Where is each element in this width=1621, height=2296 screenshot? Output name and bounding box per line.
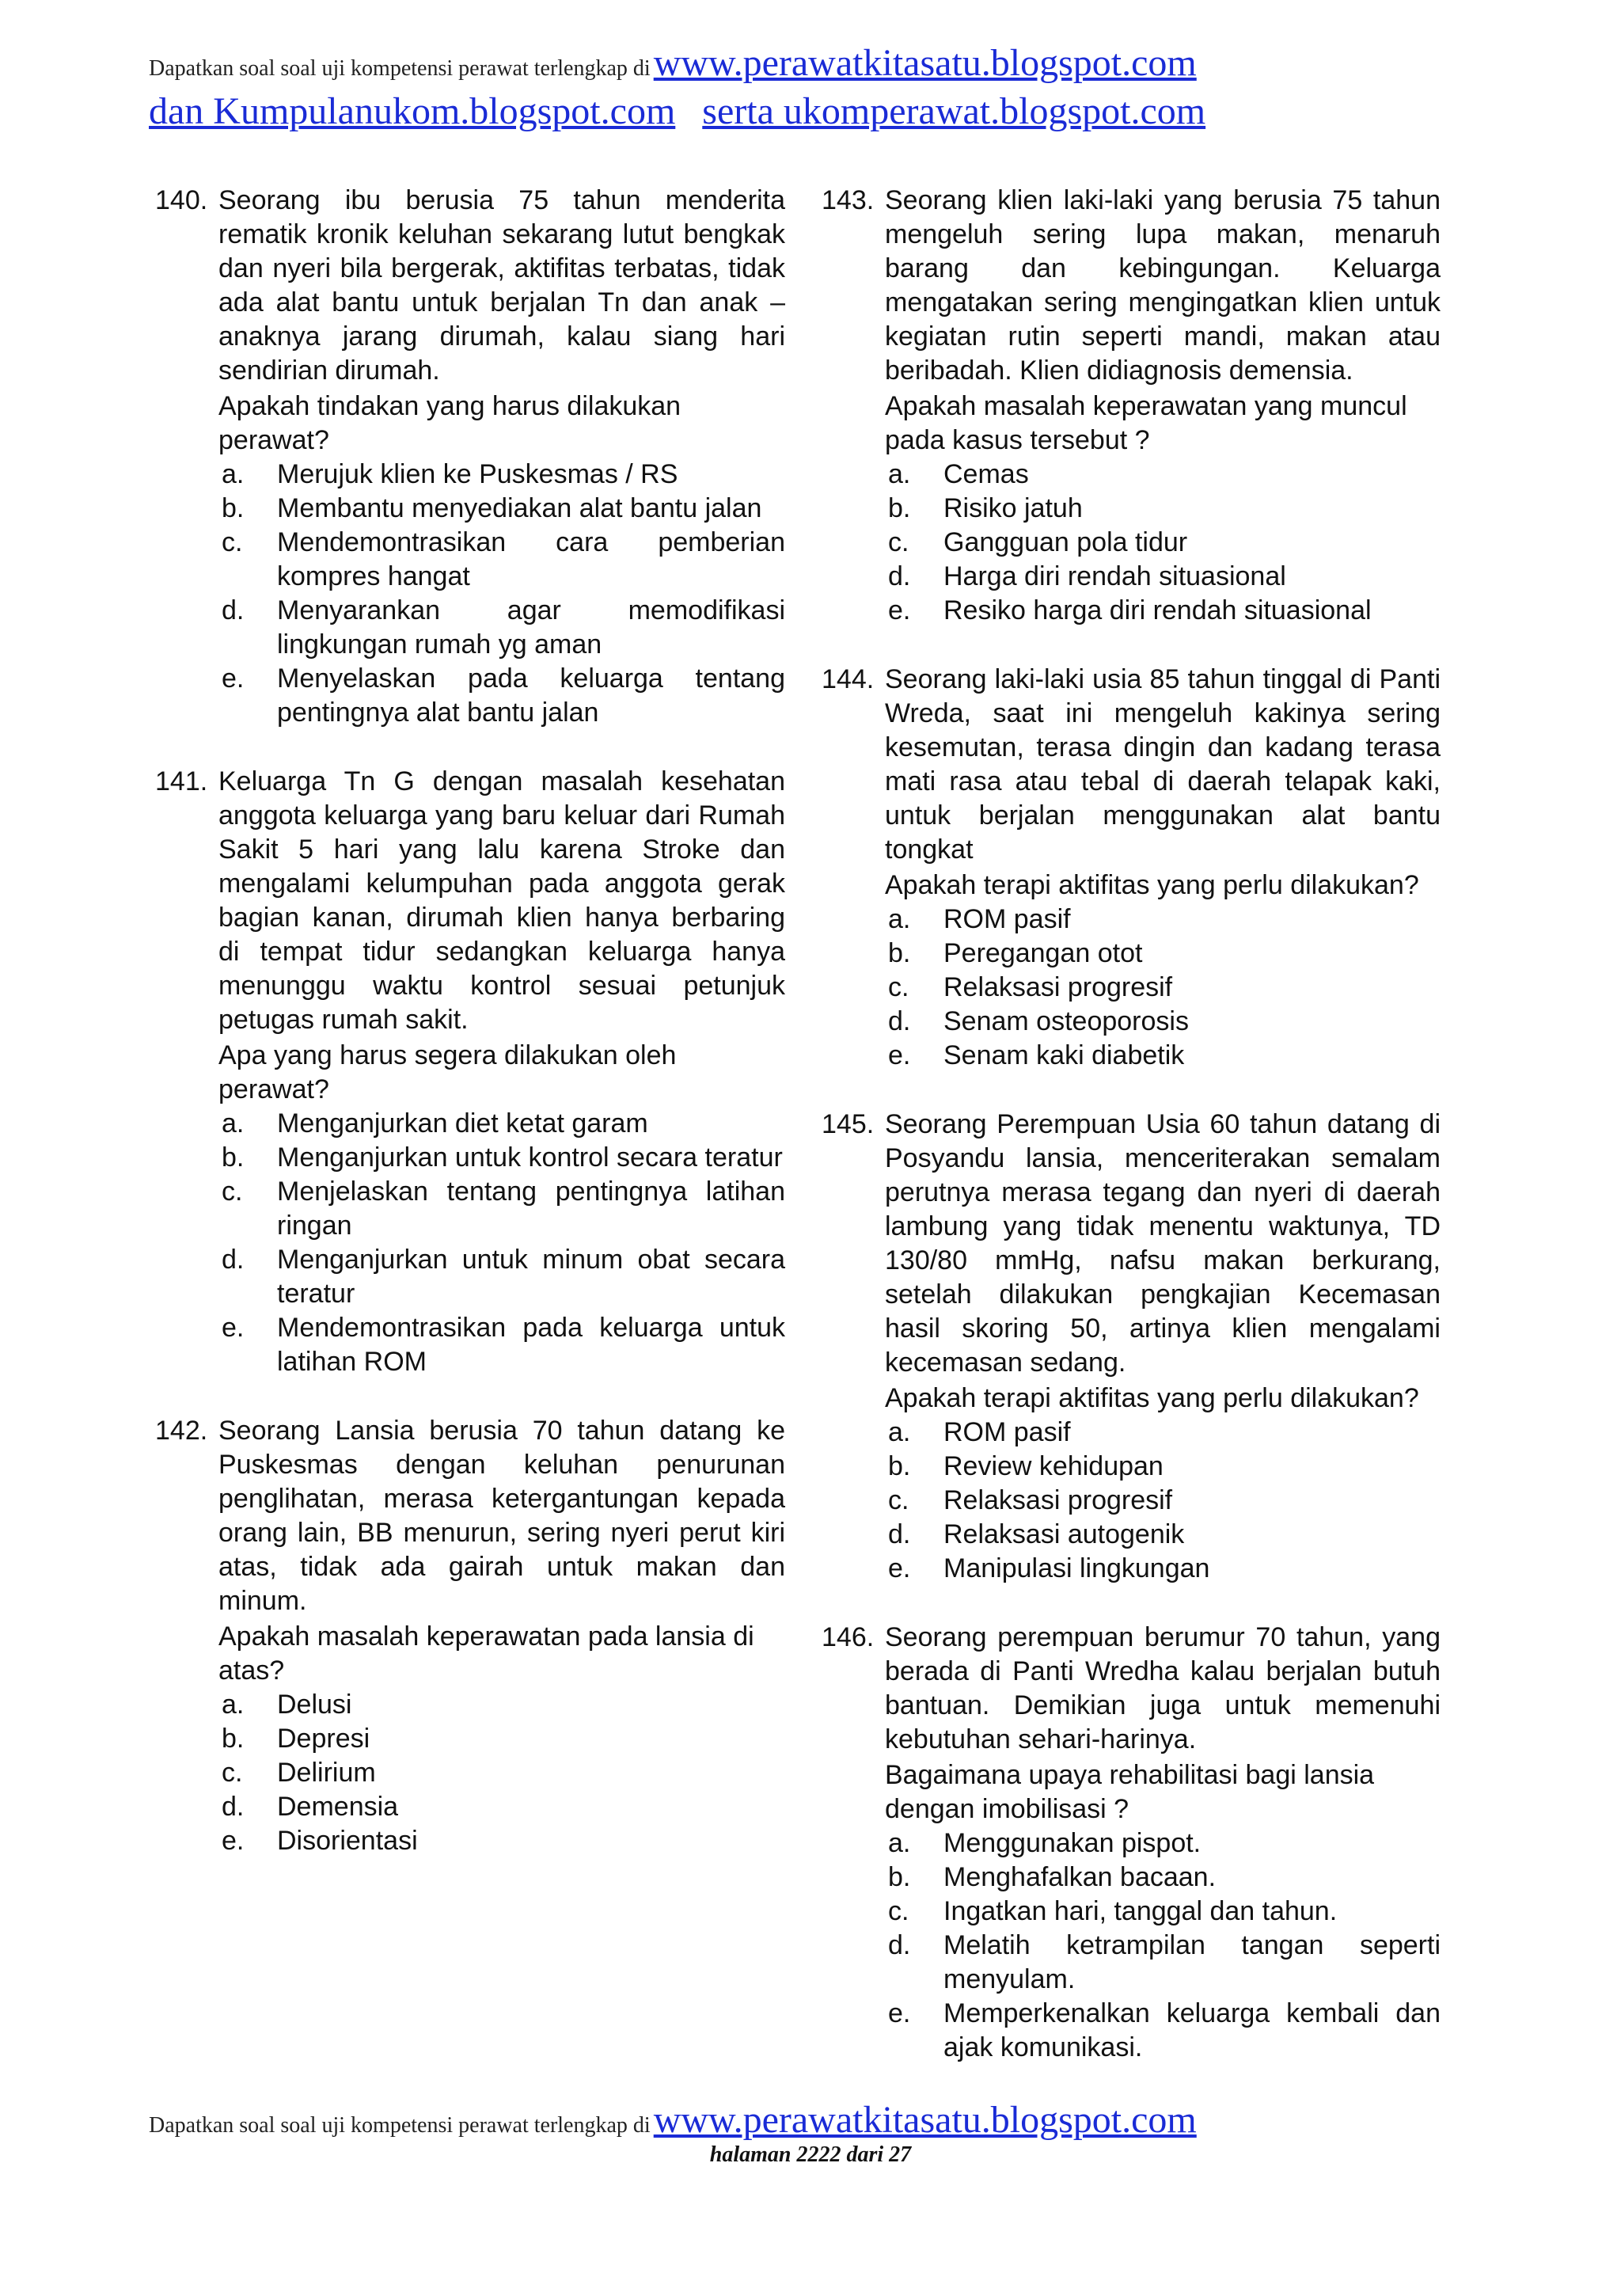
answer-option: [222, 458, 785, 492]
question-block: [822, 1621, 1441, 2065]
option-letter: a.: [222, 1108, 245, 1138]
option-text: Gangguan pola tidur: [943, 527, 1188, 557]
header-link-kumpulanukom[interactable]: dan Kumpulanukom.blogspot.com: [149, 90, 676, 132]
question-prompt: Apakah masalah keperawatan yang muncul pada kasus tersebut ?: [885, 391, 1407, 455]
question-header: [822, 1621, 1441, 1757]
question-number: 144.: [822, 664, 875, 694]
question-header: [155, 1414, 785, 1618]
option-letter: a.: [888, 1828, 911, 1858]
answer-option: [888, 1450, 1441, 1484]
option-letter: c.: [222, 1177, 243, 1207]
question-header: [822, 184, 1441, 388]
option-text: ROM pasif: [943, 1417, 1071, 1447]
option-text: Melatih ketrampilan tangan seperti menyulam.: [943, 1930, 1441, 1994]
option-text: Demensia: [277, 1792, 399, 1822]
answer-option: [222, 1311, 785, 1379]
option-letter: e.: [222, 1826, 245, 1856]
option-text: Mendemontrasikan pada keluarga untuk latihan ROM: [277, 1313, 785, 1377]
option-text: Memperkenalkan keluarga kembali dan ajak komunikasi.: [943, 1998, 1441, 2062]
question-block: [155, 765, 785, 1379]
option-letter: e.: [222, 1313, 245, 1343]
option-letter: e.: [888, 1553, 911, 1583]
option-text: Review kehidupan: [943, 1451, 1164, 1481]
answer-option: [222, 1141, 785, 1175]
page-footer: [149, 2098, 1494, 2142]
option-letter: a.: [888, 904, 911, 934]
option-text: Menggunakan pispot.: [943, 1828, 1202, 1858]
answer-option: [888, 560, 1441, 594]
option-text: ROM pasif: [943, 904, 1071, 934]
answer-option: [888, 1005, 1441, 1039]
option-text: Relaksasi autogenik: [943, 1519, 1185, 1549]
option-letter: e.: [888, 1998, 911, 2028]
answer-option: [222, 594, 785, 662]
answer-option: [222, 1790, 785, 1824]
option-text: Membantu menyediakan alat bantu jalan: [277, 493, 762, 523]
answer-option: [222, 1107, 785, 1141]
option-letter: b.: [888, 493, 911, 523]
option-text: Menjelaskan tentang pentingnya latihan ringan: [277, 1177, 785, 1241]
answer-option: [888, 458, 1441, 492]
option-letter: c.: [222, 1758, 243, 1788]
option-letter: b.: [888, 1862, 911, 1892]
answer-option: [888, 1518, 1441, 1552]
option-letter: e.: [888, 1040, 911, 1070]
answer-option: [222, 1243, 785, 1311]
option-text: Menghafalkan bacaan.: [943, 1862, 1217, 1892]
question-text: Seorang Lansia berusia 70 tahun datang ke Puskesmas dengan keluhan penurunan penglihatan, merasa ketergantungan kepada orang lain, BB menurun, sering nyeri perut kiri atas, tidak ada gairah untuk makan dan minum.: [218, 1416, 785, 1616]
option-text: Manipulasi lingkungan: [943, 1553, 1210, 1583]
option-text: Delusi: [277, 1690, 352, 1720]
answer-option: [888, 492, 1441, 526]
header-prefix: Dapatkan soal soal uji kompetensi perawat terlengkap di: [149, 56, 651, 81]
question-block: [822, 184, 1441, 628]
answer-option: [888, 937, 1441, 971]
question-number: 143.: [822, 185, 875, 215]
option-letter: d.: [222, 1245, 245, 1275]
question-prompt: Apakah terapi aktifitas yang perlu dilakukan?: [885, 1383, 1419, 1413]
answer-option: [222, 526, 785, 594]
option-letter: c.: [888, 1896, 909, 1926]
header-link-ukomperawat[interactable]: serta ukomperawat.blogspot.com: [702, 90, 1206, 132]
question-number: 145.: [822, 1109, 875, 1139]
option-text: Ingatkan hari, tanggal dan tahun.: [943, 1896, 1338, 1926]
question-block: [822, 1108, 1441, 1586]
option-text: Merujuk klien ke Puskesmas / RS: [277, 459, 678, 489]
option-text: Relaksasi progresif: [943, 972, 1173, 1002]
option-letter: c.: [888, 972, 909, 1002]
header-link-perawatkitasatu[interactable]: www.perawatkitasatu.blogspot.com: [653, 42, 1197, 84]
option-text: Menyarankan agar memodifikasi lingkungan rumah yg aman: [277, 595, 785, 660]
option-text: Relaksasi progresif: [943, 1485, 1173, 1515]
question-text: Seorang Perempuan Usia 60 tahun datang di Posyandu lansia, menceriterakan semalam perutnya merasa tegang dan nyeri di daerah lambung yang tidak menentu waktunya, TD 130/80 mmHg, nafsu makan berkurang, setelah dilakukan pengkajian Kecemasan hasil skoring 50, artinya klien mengalami kecemasan sedang.: [885, 1109, 1441, 1378]
question-number: 146.: [822, 1622, 875, 1652]
question-text: Keluarga Tn G dengan masalah kesehatan anggota keluarga yang baru keluar dari Rumah Sakit 5 hari yang lalu karena Stroke dan mengalami kelumpuhan pada anggota gerak bagian kanan, dirumah klien hanya berbaring di tempat tidur sedangkan keluarga hanya menunggu waktu kontrol sesuai petunjuk petugas rumah sakit.: [218, 766, 785, 1035]
option-letter: a.: [222, 459, 245, 489]
option-letter: d.: [888, 1006, 911, 1036]
option-letter: b.: [888, 1451, 911, 1481]
answer-option: [888, 1552, 1441, 1586]
option-letter: b.: [222, 1142, 245, 1173]
option-letter: e.: [888, 595, 911, 625]
answer-option: [888, 1416, 1441, 1450]
question-header: [822, 1108, 1441, 1380]
answer-option: [888, 594, 1441, 628]
option-text: Risiko jatuh: [943, 493, 1083, 523]
option-letter: d.: [222, 595, 245, 625]
answer-option: [888, 526, 1441, 560]
answer-option: [888, 1827, 1441, 1861]
question-prompt: Bagaimana upaya rehabilitasi bagi lansia dengan imobilisasi ?: [885, 1760, 1375, 1824]
question-text: Seorang klien laki-laki yang berusia 75 tahun mengeluh sering lupa makan, menaruh barang dan kebingungan. Keluarga mengatakan sering mengingatkan klien untuk kegiatan rutin seperti mandi, makan atau beribadah. Klien didiagnosis demensia.: [885, 185, 1441, 386]
option-text: Cemas: [943, 459, 1029, 489]
option-letter: c.: [222, 527, 243, 557]
question-block: [155, 184, 785, 730]
answer-option: [222, 1824, 785, 1858]
question-prompt: Apakah tindakan yang harus dilakukan perawat?: [218, 391, 681, 455]
option-text: Peregangan otot: [943, 938, 1143, 968]
footer-prefix: Dapatkan soal soal uji kompetensi perawat terlengkap di: [149, 2113, 651, 2138]
answer-option: [888, 1039, 1441, 1073]
answer-option: [222, 492, 785, 526]
option-text: Disorientasi: [277, 1826, 418, 1856]
option-text: Menganjurkan untuk kontrol secara teratur: [277, 1142, 783, 1173]
option-letter: e.: [222, 663, 245, 694]
option-letter: a.: [888, 459, 911, 489]
question-number: 140.: [155, 185, 208, 215]
option-letter: b.: [222, 1724, 245, 1754]
answer-option: [888, 1895, 1441, 1929]
question-block: [822, 663, 1441, 1073]
question-block: [155, 1414, 785, 1858]
option-text: Senam kaki diabetik: [943, 1040, 1185, 1070]
option-letter: a.: [222, 1690, 245, 1720]
question-number: 142.: [155, 1416, 208, 1446]
question-text: Seorang laki-laki usia 85 tahun tinggal di Panti Wreda, saat ini mengeluh kakinya sering kesemutan, terasa dingin dan kadang terasa mati rasa atau tebal di daerah telapak kaki, untuk berjalan menggunakan alat bantu tongkat: [885, 664, 1441, 865]
option-letter: c.: [888, 1485, 909, 1515]
option-text: Menganjurkan diet ketat garam: [277, 1108, 648, 1138]
question-text: Seorang ibu berusia 75 tahun menderita rematik kronik keluhan sekarang lutut bengkak dan nyeri bila bergerak, aktifitas terbatas, tidak ada alat bantu untuk berjalan Tn dan anak – anaknya jarang dirumah, kalau siang hari sendirian dirumah.: [218, 185, 785, 386]
answer-option: [222, 662, 785, 730]
left-column: [155, 184, 785, 1893]
option-text: Menganjurkan untuk minum obat secara teratur: [277, 1245, 785, 1309]
option-letter: d.: [222, 1792, 245, 1822]
question-header: [822, 663, 1441, 867]
question-prompt: Apakah terapi aktifitas yang perlu dilakukan?: [885, 870, 1419, 900]
answer-option: [888, 1484, 1441, 1518]
page-header: [149, 41, 1494, 133]
option-text: Delirium: [277, 1758, 376, 1788]
option-text: Resiko harga diri rendah situasional: [943, 595, 1372, 625]
option-text: Mendemontrasikan cara pemberian kompres hangat: [277, 527, 785, 591]
right-column: [822, 184, 1441, 2100]
option-text: Depresi: [277, 1724, 370, 1754]
option-text: Senam osteoporosis: [943, 1006, 1189, 1036]
answer-option: [888, 1929, 1441, 1997]
question-header: [155, 184, 785, 388]
answer-option: [222, 1756, 785, 1790]
question-prompt: Apakah masalah keperawatan pada lansia di atas?: [218, 1621, 754, 1686]
question-number: 141.: [155, 766, 208, 796]
option-text: Menyelaskan pada keluarga tentang pentingnya alat bantu jalan: [277, 663, 785, 728]
answer-option: [888, 1861, 1441, 1895]
question-text: Seorang perempuan berumur 70 tahun, yang berada di Panti Wredha kalau berjalan butuh bantuan. Demikian juga untuk memenuhi kebutuhan sehari-harinya.: [885, 1622, 1441, 1754]
option-letter: d.: [888, 561, 911, 591]
option-letter: c.: [888, 527, 909, 557]
answer-option: [222, 1688, 785, 1722]
option-text: Harga diri rendah situasional: [943, 561, 1286, 591]
option-letter: d.: [888, 1930, 911, 1960]
answer-option: [888, 971, 1441, 1005]
answer-option: [888, 903, 1441, 937]
option-letter: b.: [888, 938, 911, 968]
question-header: [155, 765, 785, 1037]
answer-option: [222, 1175, 785, 1243]
question-prompt: Apa yang harus segera dilakukan oleh perawat?: [218, 1040, 677, 1104]
page-number: halaman 2222 dari 27: [709, 2142, 912, 2167]
answer-option: [888, 1997, 1441, 2065]
option-letter: a.: [888, 1417, 911, 1447]
footer-link-perawatkitasatu[interactable]: www.perawatkitasatu.blogspot.com: [653, 2099, 1197, 2141]
answer-option: [222, 1722, 785, 1756]
option-letter: b.: [222, 493, 245, 523]
option-letter: d.: [888, 1519, 911, 1549]
